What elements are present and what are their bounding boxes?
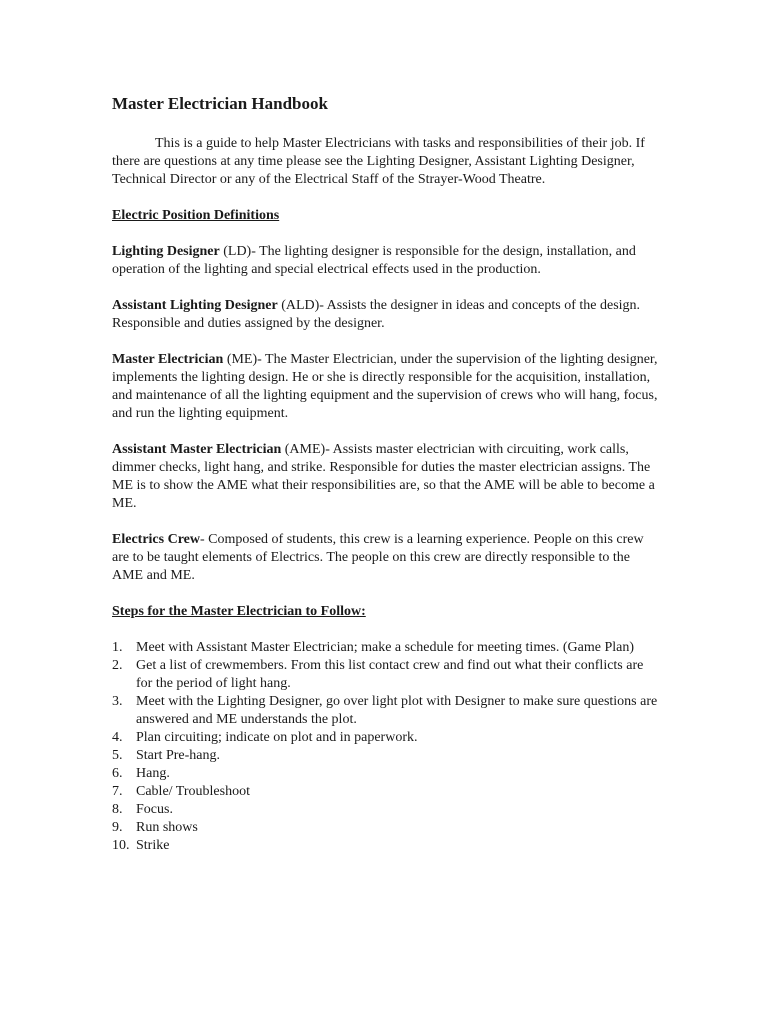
step-text: Hang. — [136, 766, 170, 781]
definition-term: Assistant Master Electrician — [112, 442, 282, 457]
step-number: 8. — [112, 802, 123, 817]
list-item — [112, 783, 660, 801]
step-text: Run shows — [136, 820, 198, 835]
definition-text: (ME)- The Master Electrician, under the supervision of the lighting designer, implements the lighting design. He or she is directly responsible for the acquisition, installation, and maintenance of all the lighting equipment and the supervision of crews who will hang, focus, and run the lighting equipment. — [112, 352, 658, 421]
definition-text: (LD)- The lighting designer is responsible for the design, installation, and operation of the lighting and special electrical effects used in the production. — [112, 244, 636, 277]
step-number: 7. — [112, 784, 123, 799]
list-item — [112, 837, 660, 855]
step-text: Meet with the Lighting Designer, go over light plot with Designer to make sure questions are answered and ME understands the plot. — [136, 694, 658, 727]
list-item — [112, 639, 660, 657]
definition-term: Electrics Crew — [112, 532, 200, 547]
step-text: Get a list of crewmembers. From this list contact crew and find out what their conflicts are for the period of light hang. — [136, 658, 644, 691]
definition-master-electrician — [112, 351, 660, 423]
step-text: Strike — [136, 838, 170, 853]
definition-assistant-lighting-designer — [112, 297, 660, 333]
definition-term: Master Electrician — [112, 352, 224, 367]
step-number: 4. — [112, 730, 123, 745]
list-item — [112, 819, 660, 837]
list-item — [112, 765, 660, 783]
step-number: 2. — [112, 658, 123, 673]
step-number: 6. — [112, 766, 123, 781]
step-number: 5. — [112, 748, 123, 763]
list-item — [112, 747, 660, 765]
step-number: 1. — [112, 640, 123, 655]
definition-text: (ALD)- Assists the designer in ideas and concepts of the design. Responsible and duties assigned by the designer. — [112, 298, 641, 331]
definitions-list — [112, 243, 660, 585]
definition-term: Lighting Designer — [112, 244, 220, 259]
document-page — [112, 94, 660, 855]
step-text: Focus. — [136, 802, 173, 817]
step-text: Cable/ Troubleshoot — [136, 784, 250, 799]
definition-assistant-master-electrician — [112, 441, 660, 513]
step-text: Start Pre-hang. — [136, 748, 220, 763]
definition-text: - Composed of students, this crew is a learning experience. People on this crew are to be taught elements of Electrics. The people on this crew are directly responsible to the AME and ME. — [112, 532, 644, 583]
step-text: Meet with Assistant Master Electrician; make a schedule for meeting times. (Game Plan) — [136, 640, 635, 655]
steps-list — [112, 639, 660, 855]
step-number: 9. — [112, 820, 123, 835]
steps-heading: Steps for the Master Electrician to Follow: — [112, 604, 366, 619]
definition-term: Assistant Lighting Designer — [112, 298, 278, 313]
definition-electrics-crew — [112, 531, 660, 585]
definitions-heading: Electric Position Definitions — [112, 208, 280, 223]
step-number: 3. — [112, 694, 123, 709]
step-number: 10. — [112, 838, 130, 853]
intro-paragraph: This is a guide to help Master Electricians with tasks and responsibilities of their job. If there are questions at any time please see the Lighting Designer, Assistant Lighting Designer, Technical Director or any of the Electrical Staff of the Strayer-Wood Theatre. — [112, 136, 645, 187]
step-text: Plan circuiting; indicate on plot and in paperwork. — [136, 730, 418, 745]
document-title: Master Electrician Handbook — [112, 94, 328, 113]
list-item — [112, 693, 660, 729]
list-item — [112, 801, 660, 819]
definition-text: (AME)- Assists master electrician with circuiting, work calls, dimmer checks, light hang, and strike. Responsible for duties the master electrician assigns. The ME is to show the AME what their responsibilities are, so that the AME will be able to become a ME. — [112, 442, 655, 511]
list-item — [112, 729, 660, 747]
list-item — [112, 657, 660, 693]
definition-lighting-designer — [112, 243, 660, 279]
